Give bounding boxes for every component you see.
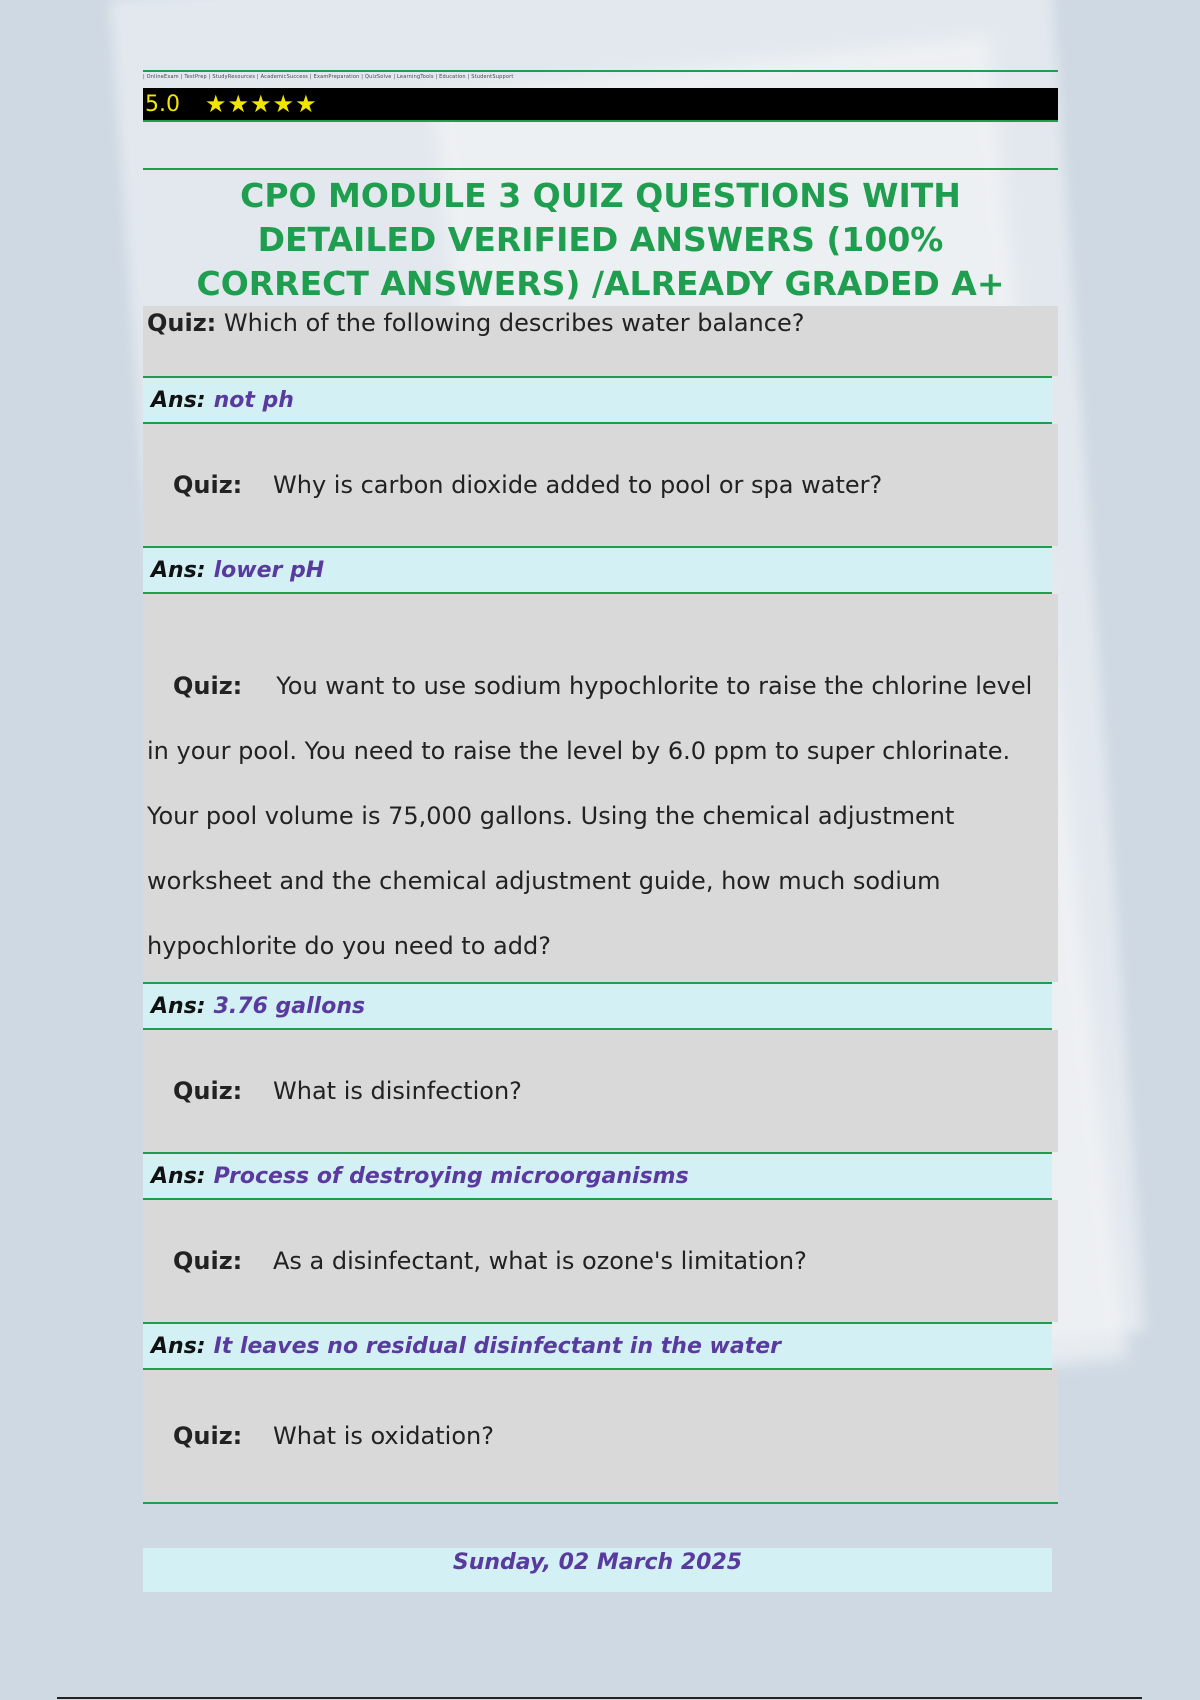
answer-text: It leaves no residual disinfectant in the water [213, 1333, 781, 1359]
answer-label: Ans: [151, 387, 206, 413]
document-date: Sunday, 02 March 2025 [143, 1548, 1052, 1592]
quiz-label: Quiz: [173, 471, 243, 499]
quiz-question: What is oxidation? [273, 1422, 494, 1450]
quiz-block [143, 594, 1058, 982]
answer-label: Ans: [151, 1333, 206, 1359]
quiz-block [143, 306, 1058, 376]
quiz-question: What is disinfection? [273, 1077, 522, 1105]
tag-line: | OnlineExam | TestPrep | StudyResources | AcademicSuccess | ExamPreparation | QuizSolve | LearningTools | Education | StudentSupport [143, 74, 514, 80]
bottom-rule [57, 1697, 1142, 1699]
answer-text: 3.76 gallons [213, 993, 366, 1019]
answer-block [143, 1322, 1052, 1370]
quiz-block [143, 1370, 1058, 1504]
answer-block [143, 546, 1052, 594]
rating-bar [143, 88, 1058, 122]
quiz-label: Quiz: [147, 309, 217, 337]
quiz-label: Quiz: [173, 1422, 243, 1450]
quiz-block [143, 424, 1058, 546]
answer-label: Ans: [151, 557, 206, 583]
quiz-question: As a disinfectant, what is ozone's limitation? [273, 1247, 807, 1275]
answer-block [143, 376, 1052, 424]
quiz-label: Quiz: [173, 1077, 243, 1105]
rating-value: 5.0 [145, 91, 180, 117]
quiz-label: Quiz: [173, 672, 243, 700]
answer-block [143, 1152, 1052, 1200]
document-page [143, 70, 1058, 1592]
answer-label: Ans: [151, 993, 206, 1019]
answer-block [143, 982, 1052, 1030]
quiz-label: Quiz: [173, 1247, 243, 1275]
quiz-block [143, 1030, 1058, 1152]
rating-stars-icon: ★★★★★ [205, 90, 318, 118]
answer-label: Ans: [151, 1163, 206, 1189]
answer-text: Process of destroying microorganisms [213, 1163, 689, 1189]
quiz-question: Which of the following describes water balance? [223, 309, 805, 337]
document-title: CPO MODULE 3 QUIZ QUESTIONS WITH DETAILED VERIFIED ANSWERS (100% CORRECT ANSWERS) /ALREADY GRADED A+ [196, 176, 1005, 303]
quiz-block [143, 1200, 1058, 1322]
quiz-question: Why is carbon dioxide added to pool or spa water? [273, 471, 883, 499]
quiz-question: You want to use sodium hypochlorite to raise the chlorine level in your pool. You need to raise the level by 6.0 ppm to super chlorinate. Your pool volume is 75,000 gallons. Using the chemical adjustment worksheet and the chemical adjustment guide, how much sodium hypochlorite do you need to add? [147, 672, 1033, 960]
answer-text: not ph [213, 387, 294, 413]
answer-text: lower pH [213, 557, 325, 583]
